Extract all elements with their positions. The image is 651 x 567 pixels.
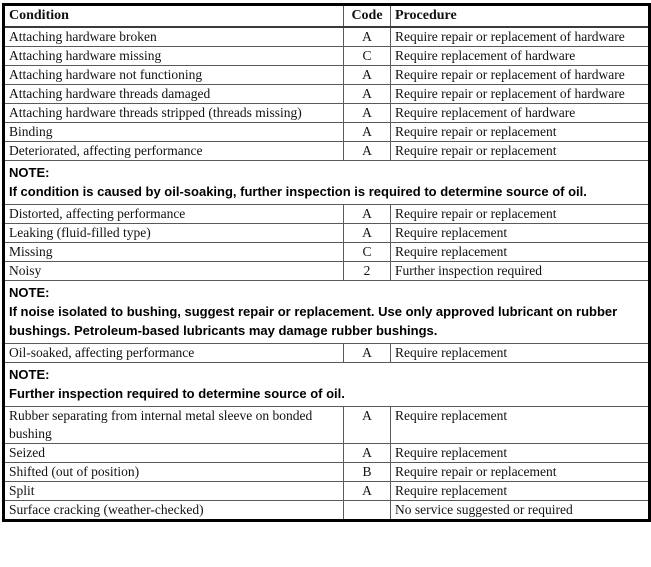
cell-procedure: Require replacement of hardware [391, 104, 650, 123]
cell-procedure: Require repair or replacement of hardware [391, 85, 650, 104]
note-text: If condition is caused by oil-soaking, further inspection is required to determine source of oil. [9, 184, 587, 199]
cell-code: B [344, 463, 391, 482]
cell-procedure: Require repair or replacement of hardware [391, 66, 650, 85]
cell-code: A [344, 224, 391, 243]
cell-condition: Split [4, 482, 344, 501]
cell-code: A [344, 205, 391, 224]
cell-code [344, 501, 391, 521]
cell-code: A [344, 344, 391, 363]
cell-code: A [344, 85, 391, 104]
table-row [4, 501, 650, 521]
table-row [4, 243, 650, 262]
table-row [4, 142, 650, 161]
cell-code: A [344, 104, 391, 123]
note-row [4, 363, 650, 407]
cell-code: A [344, 66, 391, 85]
cell-procedure: Require replacement [391, 407, 650, 444]
table-row [4, 47, 650, 66]
cell-code: C [344, 47, 391, 66]
table-row [4, 85, 650, 104]
table-row [4, 444, 650, 463]
cell-condition: Shifted (out of position) [4, 463, 344, 482]
cell-procedure: Require replacement [391, 444, 650, 463]
cell-condition: Attaching hardware threads stripped (threads missing) [4, 104, 344, 123]
note-text: Further inspection required to determine source of oil. [9, 386, 345, 401]
cell-condition: Attaching hardware broken [4, 27, 344, 47]
cell-procedure: Require repair or replacement [391, 123, 650, 142]
table-row [4, 262, 650, 281]
cell-procedure: Further inspection required [391, 262, 650, 281]
cell-procedure: Require replacement [391, 482, 650, 501]
cell-procedure: Require replacement [391, 224, 650, 243]
cell-procedure: Require replacement [391, 243, 650, 262]
header-procedure: Procedure [391, 5, 650, 28]
header-code: Code [344, 5, 391, 28]
note-cell [4, 161, 650, 205]
cell-code: 2 [344, 262, 391, 281]
cell-code: A [344, 123, 391, 142]
note-label: NOTE: [9, 285, 50, 300]
note-row [4, 161, 650, 205]
cell-condition: Attaching hardware missing [4, 47, 344, 66]
table-row [4, 344, 650, 363]
cell-condition: Leaking (fluid-filled type) [4, 224, 344, 243]
note-cell [4, 281, 650, 344]
cell-procedure: Require replacement [391, 344, 650, 363]
cell-condition: Seized [4, 444, 344, 463]
table-row [4, 205, 650, 224]
cell-condition: Attaching hardware threads damaged [4, 85, 344, 104]
cell-procedure: Require repair or replacement [391, 463, 650, 482]
table-body [4, 27, 650, 521]
condition-code-procedure-table [2, 3, 651, 522]
header-condition: Condition [4, 5, 344, 28]
cell-procedure: No service suggested or required [391, 501, 650, 521]
table-row [4, 407, 650, 444]
cell-procedure: Require repair or replacement [391, 205, 650, 224]
cell-condition: Surface cracking (weather-checked) [4, 501, 344, 521]
cell-code: A [344, 142, 391, 161]
cell-condition: Attaching hardware not functioning [4, 66, 344, 85]
cell-condition: Rubber separating from internal metal sleeve on bonded bushing [4, 407, 344, 444]
note-row [4, 281, 650, 344]
cell-procedure: Require repair or replacement of hardware [391, 27, 650, 47]
header-row [4, 5, 650, 28]
cell-procedure: Require repair or replacement [391, 142, 650, 161]
cell-condition: Missing [4, 243, 344, 262]
cell-procedure: Require replacement of hardware [391, 47, 650, 66]
table-row [4, 66, 650, 85]
note-label: NOTE: [9, 165, 50, 180]
cell-code: A [344, 27, 391, 47]
cell-code: C [344, 243, 391, 262]
table-row [4, 463, 650, 482]
cell-condition: Noisy [4, 262, 344, 281]
cell-condition: Oil-soaked, affecting performance [4, 344, 344, 363]
cell-condition: Deteriorated, affecting performance [4, 142, 344, 161]
table-row [4, 224, 650, 243]
note-text: If noise isolated to bushing, suggest repair or replacement. Use only approved lubricant on rubber bushings. Petroleum-based lubricants may damage rubber bushings. [9, 304, 618, 338]
cell-code: A [344, 482, 391, 501]
cell-code: A [344, 407, 391, 444]
cell-condition: Distorted, affecting performance [4, 205, 344, 224]
cell-condition: Binding [4, 123, 344, 142]
note-cell [4, 363, 650, 407]
table-row [4, 104, 650, 123]
cell-code: A [344, 444, 391, 463]
note-label: NOTE: [9, 367, 50, 382]
table-row [4, 482, 650, 501]
table-row [4, 123, 650, 142]
table-row [4, 27, 650, 47]
